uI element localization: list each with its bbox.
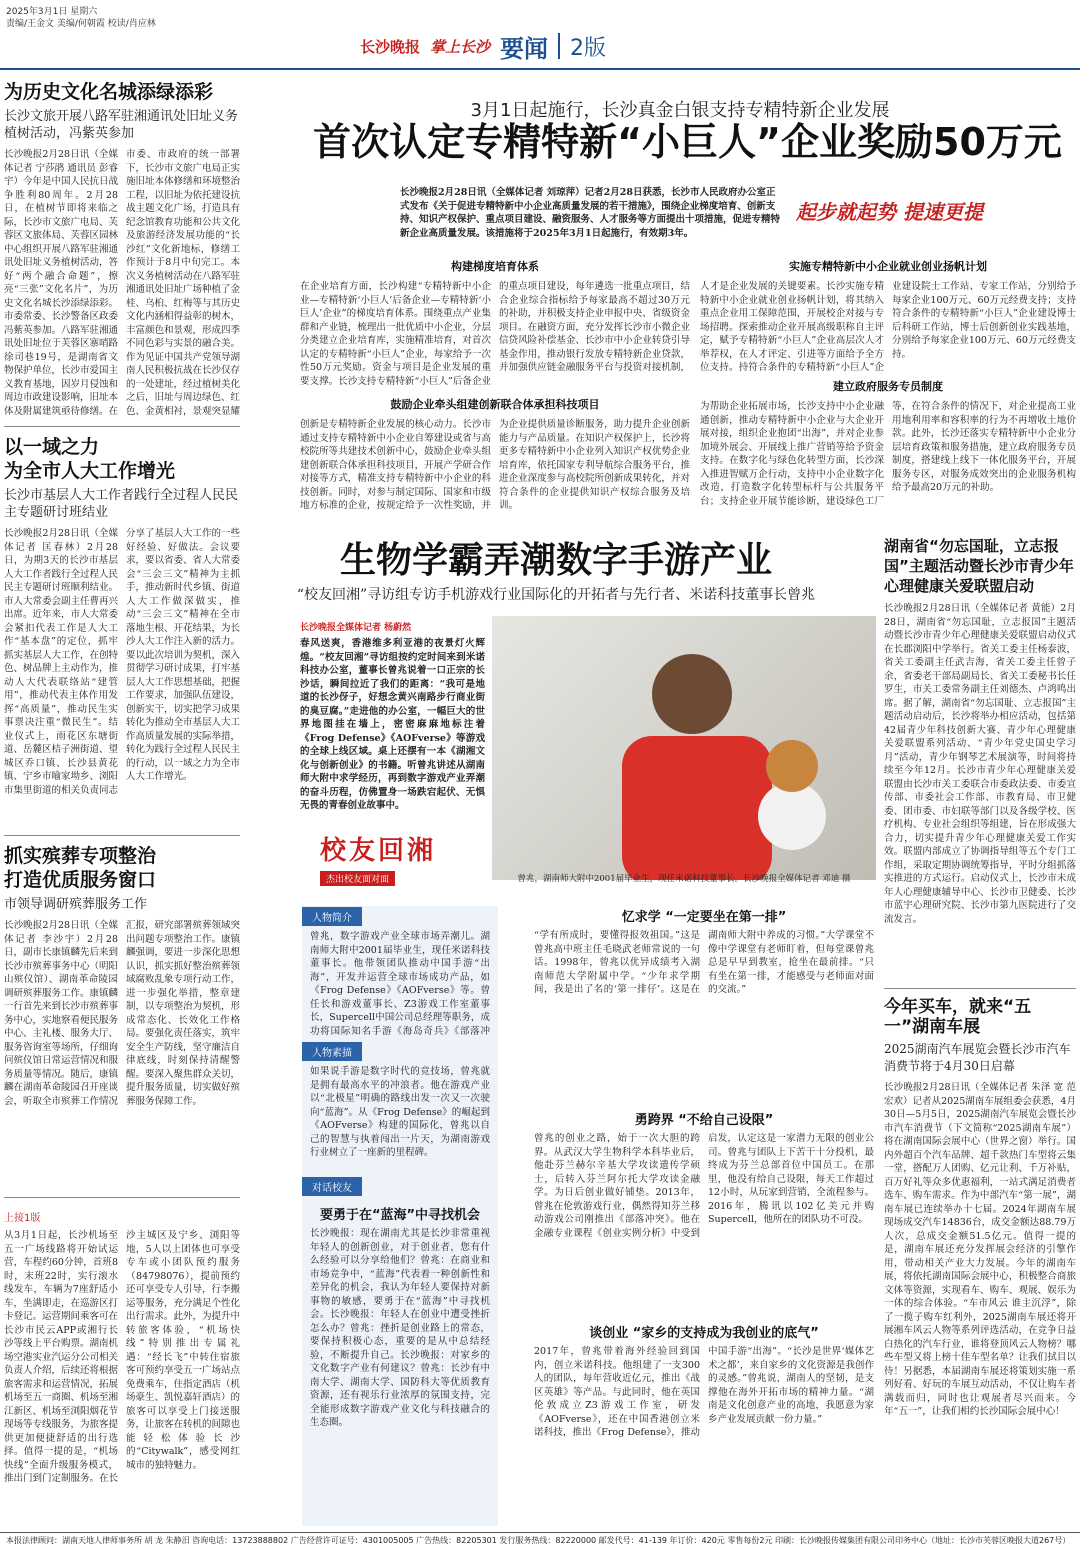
article-title: 今年买车，就来“五一”湖南车展 (884, 997, 1032, 1037)
story-heading-study: 忆求学 “一定要坐在第一排” (621, 910, 787, 925)
story-body-study: “学有所成时，要懂得报效祖国。”这是曾兆高中班主任毛晓武老师常说的一句话。1998年，曾兆以优异成绩考入湖南师范大学附属中学。“少年求学期间，我是出了名的‘第一排仔’。这是在湖南师大附中养成的习惯。”大学课堂不像中学课堂有老师盯着，但每堂课曾兆总是早早到教室，抢坐在最前排。“只有坐在第一排，才能感受与老师面对面的交流。” (534, 930, 874, 995)
header-rule (0, 68, 1080, 70)
feature-intro: 春风送爽，香港维多利亚港的夜景灯火辉煌。“校友回湘”寻访组按约定时间来到米诺科技办公室，董事长曾兆说着一口正宗的长沙话，瞬间拉近了我们的距离：“我可是地道的长沙伢子，好想念黄兴南路步行商业街的臭豆腐。”走进他的办公室，一幅巨大的世界地图挂在墙上，密密麻麻地标注着《Frog Defense》《AOFverse》等游戏的全球上线区域。桌上还摆有一本《湖湘文化与创新创业》的书籍。听曾兆讲述从湖南师大附中求学经历，再到数字游戏产业弄潮的奋斗历程，仿佛置身一场跌宕起伏、无惧无畏的青春创业故事中。 (300, 638, 485, 811)
masthead (360, 30, 700, 62)
story-heading-crossover: 勇跨界 “不给自己设限” (634, 1113, 774, 1128)
divider (4, 426, 240, 427)
shirt-shape (622, 736, 772, 880)
article-airport-shuttle (4, 1206, 240, 1497)
article-title: 湖南省“勿忘国耻，立志报国”主题活动暨长沙市青少年心理健康关爱联盟启动 (884, 537, 1074, 595)
top-kicker: 3月1日起施行，长沙真金白银支持专精特新企业发展 (470, 100, 890, 121)
section-name: 要闻 (500, 34, 549, 62)
photo-caption: 曾兆，湖南师大附中2001届毕业生，现任米诺科技董事长。长沙晚报全媒体记者 邓迪 摄 (517, 874, 851, 884)
divider (884, 988, 1076, 989)
dialogue-tag: 对话校友 (302, 1177, 362, 1196)
head-shape (652, 654, 732, 734)
sketch-tag: 人物素描 (302, 1042, 362, 1061)
article-subtitle: 2025湖南汽车展览会暨长沙市汽车消费节将于4月30日启幕 (884, 1042, 1071, 1073)
page-footer: 本报法律顾问：湖南天地人律师事务所 胡 龙 朱静汨 咨询电话：13723888802 广告经营许可证号：4301005005 广告热线：82205301 发行服务热线：82220000 邮发代号：41-139 年订价：420元 零售每份2元 印刷：长沙晚报传媒集团有限公司印务中心（地址：长沙市芙蓉区晚报大道267号） (0, 1532, 1080, 1548)
article-title: 以一域之力 为全市人大工作增光 (4, 436, 176, 482)
issue-date: 2025年3月1日 星期六 (6, 7, 98, 17)
feature-intro-block (300, 620, 485, 820)
article-body: 从3月1日起，长沙机场至五一广场线路将开始试运营，车程约60分钟，首班8时，末班22时，实行滚水线发车，车辆为7座舒适小车，坐满即走，在巡游区打卡登记。运营期间乘客可在长沙市民云APP或湘行长沙等线上平台购票。湖南机场空港实业汽运分公司相关负责人介绍，后续还将根据旅客需求和运营情况，拓展机场至五一商圈、机场至湘江新区、机场至浏阳烟花节现场等专线服务，为旅客提供更加便捷舒适的出行选择。值得一提的是，“机场快线”全面升级服务模式，推出门到门定制服务。在长沙主城区及宁乡、浏阳等地，5人以上团体也可享受专车或小团队预约服务（84798076），提前预约还可享受专人引导，行李搬运等服务，充分满足个性化出行需求。此外，为提升中转旅客体验，“机场快线”特别推出专属礼遇：“经长飞”中转住宿旅客可预约享受五一广场站点免费乘车，住指定酒店（机场豪生、凯悦嘉轩酒店）的旅客可以享受上门接送服务，让旅客在转机的间隙也能轻松体验长沙的“Citywalk”，感受网红城市的独特魅力。 (4, 1230, 240, 1484)
article-tree-planting (4, 80, 240, 418)
newspaper-logo: 长沙晚报 (360, 37, 421, 56)
campaign-slogan: 起步就起势 提速更提 (796, 200, 983, 224)
feature-subtitle: “校友回湘”寻访组专访手机游戏行业国际化的开拓者与先行者、米诺科技董事长曾兆 (296, 587, 816, 603)
column-badge-title: 校友回湘 (320, 836, 437, 866)
column-badge (320, 830, 470, 888)
story-body-crossover: 曾兆的创业之路，始于一次大胆的跨界。从武汉大学生物科学本科毕业后，他赴芬兰赫尔辛基大学攻读遗传学硕士，后转入芬兰阿尔托大学攻读金融学。为日后创业做好铺垫。2013年，曾兆在伦敦游戏行业，偶然得知芬兰移动游戏公司刚推出《部落冲突》。他在金融专业课程《创业实例分析》中受到启发，认定这是一家潜力无限的创业公司。曾兆与团队上下苦干十分投机，最终成为芬兰总部首位中国员工。在那里，他没有给自己设限，每天工作超过12小时，从玩家到营销，全流程参与。2016年，腾讯以102亿美元并购Supercell，他所在的团队功不可没。 (534, 1133, 874, 1239)
mascot-shape (758, 782, 826, 850)
profile-body: 曾兆，数字游戏产业全球市场弄潮儿。湖南师大附中2001届毕业生，现任米诺科技董事长。他带领团队推动中国手游“出海”，开发并运营全球市场成功产品，如《Frog Defense》《AOFverse》等。曾任长和游戏董事长、Z3游戏工作室董事长，Supercell中国公司总经理等职务，成功将国际知名手游《海岛奇兵》《部落冲 (310, 931, 490, 1036)
person-illustration (492, 616, 876, 880)
divider (4, 835, 240, 836)
feature-headline: 生物学霸弄潮数字手游产业 (339, 540, 772, 581)
article-auto-show (884, 997, 1076, 1541)
divider (4, 1197, 240, 1198)
section-heading: 鼓励企业牵头组建创新联合体承担科技项目 (390, 398, 600, 411)
section-heading: 建立政府服务专员制度 (833, 380, 943, 393)
article-body: 长沙晚报2月28日讯（全媒体记者 朱泽 宽 范宏欢）记者从2025湖南车展组委会获悉，4月30日—5月5日，2025湖南汽车展览会暨长沙市汽车消费节（下文简称“2025湖南车展”）将在湖南国际会展中心（世界之窗）举行。国内外超百个汽车品牌、超千款热门车型将云集一堂，搭配万人团购、亿元让利、千万补贴，百万好礼等众多优惠福利，一站式满足消费者选车、购车需求。作为中部汽车“第一展”，湖南车展已连续举办十七届。2024年湖南车展现场成交汽车14836台，成交金额达88.79万人次，总成交金额51.5亿元。值得一提的是，湖南车展还充分发挥展会经济的引擎作用，带动相关产业大力发展。今年的湖南车展，将依托湖南国际会展中心，积极整合商旅文体等资源，实现看车、购车、观展、娱乐为一体的综合体验。“车市风云 谁主沉浮”，除了一揽子购车红利外，2025湖南车展还将开展湘车风云人物等系列评选活动，在竞争日益白热化的汽车行业，谁将登顶风云人物榜？哪些车型又将上榜十佳车型名单？让我们拭目以待！另据悉，本届湖南车展还将策划实施一系列好看、好玩的车展互动活动，不仅让购车者满载而归，同时也让观展者尽兴而来。今年“五一”，让我们相约长沙国际会展中心！ (884, 1082, 1076, 1417)
top-lead: 长沙晚报2月28日讯（全媒体记者 刘琼萍）记者2月28日获悉，长沙市人民政府办公室正式发布《关于促进专精特新中小企业高质量发展的若干措施》，围绕企业梯度培育、创新支持、知识产权保护、重点项目建设、融资服务、人才服务等方面提出十项措施，促进专精特新企业高质量发展。该措施将于2025年3月1日起施行，有效期3年。 (400, 187, 780, 239)
feature-byline: 长沙晚报全媒体记者 杨蔚然 (300, 623, 412, 633)
story-body-startup: 2017年，曾兆带着海外经验回到国内，创立米诺科技。他组建了一支300人的团队，每年营收近亿元，推出《战区英雄》等产品。与此同时，他在英国伦敦成立Z3游戏工作室，研发《AOFverse》，还在中国香港创立米诺科技，推出《Frog Defense》，推动中国手游“出海”。“长沙是世界‘媒体艺术之都’，来自家乡的文化资源是我创作的灵感。”曾兆说，湖南人的坚韧，是支撑他在海外开拓市场的精神力量。“湖南是文化创意产业的高地，我愿意为家乡产业发展贡献一份力量。” (534, 1346, 874, 1438)
section-body: 在企业培育方面，长沙构建“专精特新中小企业—专精特新‘小巨人’后备企业—专精特新‘小巨人’企业”的梯度培育体系。围绕重点产业集群和产业链，梳理出一批优质中小企业，分层分类建立企业培育库，实施精准培育，对首次认定的专精特新“小巨人”企业，每家给予一次性50万元奖励。资金与项目是企业发展的重要支撑。长沙支持专精特新“小巨人”后备企业的重点项目建设，每年遴选一批重点项目，结合企业综合指标给予每家最高不超过30万元的补助，并积极支持企业申报中央、省级资金项目。在融资方面，充分发挥长沙市小微企业信贷风险补偿基金、长沙市中小企业转贷引导基金作用，推动银行发放专精特新企业贷款，并加强供应链金融服务平台与投资对接机制， (300, 281, 690, 387)
section-body: 创新是专精特新企业发展的核心动力。长沙市通过支持专精特新中小企业自筹建设或省与高校院所等共建技术创新中心，鼓励企业牵头组建创新联合体承担科技项目，开展产学研合作对接等方式，精准支持专精特新中小企业的科技创新。同时，对参与制定国际、国家和市级地方标准的企业，按规定给予一次性奖励，并为企业提供质量诊断服务，助力提升企业创新能力与产品质量。在知识产权保护上，长沙将更多专精特新中小企业列入知识产权优势企业培育库，依托国家专利导航综合服务平台，推进企业深度参与高校院所创新成果转化，并对符合条件的企业提供知识产权综合服务及培训。 (300, 419, 690, 511)
article-body: 长沙晚报2月28日讯（全媒体记者 李沙宇）2月28日，副市长康镇麟先后来到长沙市殡葬事务中心（明阳山殡仪馆）、湖南革命陵园调研殡葬服务工作。康镇麟一行首先来到长沙市殡葬事务中心，实地察看便民服务中心、主礼楼、服务大厅、服务咨询室等场所，仔细询问殡仪馆日常运营情况和服务质量等情况。随后，康镇麟在湖南革命陵园召开座谈会，听取全市殡葬工作情况汇报，研究部署殡葬领域突出问题专项整治工作。康镇麟强调，要进一步深化思想认识，抓实抓好整治殡葬领域腐败乱象专项行动工作，进一步强化举措，整章建制，以专项整治为契机，形成常态化、长效化工作格局。要强化责任落实，筑牢安全生产防线，坚守廉洁自律底线，时刻保持清醒警醒。要深入聚焦群众关切，提升服务质量，切实做好殡葬服务保障工作。 (4, 920, 240, 1107)
page-number: 2版 (570, 35, 607, 61)
sketch-body: 如果说手游是数字时代的竞技场，曾兆就是拥有最高水平的冲浪者。他在游戏产业以“北极星”明确的路线出发一次又一次驶向“蓝海”。从《Frog Defense》的崛起到《AOFverse》构建的国际化，曾兆以自己的智慧与执着闯出一片天，为湖南游戏行业树立了一座新的里程碑。 (310, 1066, 490, 1158)
section-heading: 构建梯度培育体系 (451, 260, 539, 273)
dialogue-body: 长沙晚报：现在湖南尤其是长沙非常重视年轻人的创新创业，对于创业者，您有什么经验可以分享给他们？曾兆：在商业和市场竞争中，“蓝海”代表着一种创新性和差异化的机会，我认为年轻人要保持对新事物的敏感，要勇于在“蓝海”中寻找机会。长沙晚报：年轻人在创业中遭受挫折怎么办？曾兆：挫折是创业路上的常态，要保持积极心态，重要的是从中总结经验，不断提升自己。长沙晚报：对家乡的文化数字产业有何建议？曾兆：长沙有中南大学、湖南大学、国防科大等优质教育资源，还有视乐行业浓厚的氛围支持，完全能形成数字游戏产业文化与科技融合的生态圈。 (310, 1228, 490, 1428)
editor-credits: 责编/王金文 美编/何朝霞 校读/肖应林 (6, 19, 156, 29)
section-talent (700, 258, 1076, 374)
profile-tag: 人物简介 (302, 907, 362, 926)
app-logo: 掌上长沙 (430, 37, 491, 56)
section-innovation (300, 396, 690, 526)
story-heading-startup: 谈创业 “家乡的支持成为我创业的底气” (589, 1326, 819, 1341)
sidebar-box (302, 906, 498, 1526)
article-subtitle: 长沙文旅开展八路军驻湘通讯处旧址义务植树活动，冯紫英参加 (4, 109, 239, 141)
section-gradient-cultivation (300, 258, 690, 393)
section-body: 为帮助企业拓展市场，长沙支持中小企业融通创新，推动专精特新中小企业与大企业开展对接，组织企业抱团“出海”，并对企业参加境外展会、开展线上推广营销等给予资金支持。在数字化与绿色化转型方面，长沙深入推进智赋万企行动，支持中小企业数字化改造，打造数字化转型标杆与公共服务平台；支持企业开展节能诊断，建设绿色工厂等，在符合条件的情况下，对企业提高工业用地利用率和容积率的行为不再增收土地价款。此外，长沙还落实专精特新中小企业分层培育政策和服务措施，建立政府服务专员制度，搭建线上线下一体化服务平台，开展服务专区，对服务成效突出的企业服务机构给予最高20万元的补助。 (700, 401, 1076, 507)
article-npc-training (4, 435, 240, 827)
section-service (700, 378, 1076, 526)
page-meta (6, 6, 206, 30)
left-column (4, 80, 240, 1525)
article-title: 为历史文化名城添绿添彩 (4, 81, 214, 103)
article-body: 长沙晚报2月28日讯（全媒体记者 黄能）2月28日，湖南省“勿忘国耻，立志报国”主题活动暨长沙市青少年心理健康关爱联盟启动仪式在长郡浏阳中学举行。省关工委主任杨泰波，省关工委副主任武吉海，省关工委主任曾子余，省委老干部局副局长、省关工委秘书长任罗生，市关工委常务副主任刘德杰、卢鸿鸣出席。据了解，湖南省“勿忘国耻、立志报国”主题活动启动后，长沙将举办相应活动，包括第42届青少年科技创新大赛、青少年心理健康关爱联盟系列活动、“青少年党史国史学习月”活动，青少年钢琴艺术展演等，时间将持续至今年12月。长沙市青少年心理健康关爱联盟由长沙市关工委联合市委政法委、市委宣传部、市委社会工作部、市教育局、市卫健委、团市委、市妇联等部门以及各级学校、医疗机构、专业社会组织等组建，旨在形成强大合力，切实提升青少年心理健康关爱工作实效。联盟内部成立了协调指导组等五个专门工作组，采取定期协调统筹指导，平时分组抓落实推进的方式运行。启动仪式上，长沙市未成年人心理健康辅导中心、长沙市卫健委、长沙市蓝宇心理研究院、长沙市第九医院进行了交流发言。 (884, 603, 1076, 925)
right-column (884, 536, 1076, 1541)
mascot-head (766, 740, 818, 792)
dialogue-heading: 要勇于在“蓝海”中寻找机会 (319, 1208, 481, 1223)
article-body: 长沙晚报2月28日讯（全媒体记者 匡春林）2月28日，为期3天的长沙市基层人大工作者践行全过程人民民主专题研讨班顺利结业。市人大常委会副主任曹再兴出席。近年来，市人大常委会紧扣代表工作是人大工作“基本盘”的定位，抓牢抓实基层人大工作，在创特色、树品牌上主动作为，推动人大代表联络站“建管用”，推动代表主体作用发挥“高质量”，推动民生实事票决注重“微民生”。结业仪式上，雨花区东塘街道、岳麓区桔子洲街道、望城区乔口镇、长沙县黄花镇、宁乡市喻家坳乡、浏阳市集里街道的相关负责同志分享了基层人大工作的一些好经验、好做法。会议要求，要以省委、省人大常委会“三会三文”精神为主抓手，推动新时代乡镇、街道人大工作做深做实，推动“三会三文”精神在全市落地生根、开花结果，为长沙人大工作注入新的活力。要以此次培训为契机，深入贯彻学习研讨成果，打牢基层人大工作思想基础，把握工作要求，加强队伍建设，创新实干，切实把学习成果转化为推动全市基层人大工作高质量发展的实际举措，转化为践行全过程人民民主的行动，以一域之力为全市人大工作增光。 (4, 528, 240, 796)
article-title: 抓实殡葬专项整治 打造优质服务窗口 (4, 845, 157, 891)
masthead-divider (558, 33, 560, 59)
section-heading: 实施专精特新中小企业就业创业扬帆计划 (789, 260, 987, 273)
column-badge-sub: 杰出校友面对面 (320, 871, 395, 886)
top-headline: 首次认定专精特新“小巨人”企业奖励50万元 (313, 120, 1062, 164)
story-column (534, 906, 874, 1526)
article-funeral-services (4, 844, 240, 1189)
article-subtitle: 长沙市基层人大工作者践行全过程人民民主专题研讨班结业 (4, 488, 239, 520)
article-subtitle: 市领导调研殡葬服务工作 (4, 897, 148, 912)
portrait-photo (492, 616, 876, 880)
article-body: 长沙晚报2月28日讯（全媒体记者 宁莎鹃 通讯员 彭睿宇）今年是中国人民抗日战争胜利80周年。2月28日，在植树节即将来临之际，长沙市文旅广电局、芙蓉区文旅体局、芙蓉区园林中心组织开展八路军驻湘通讯处旧址义务植树活动，答好“两个融合命题”，擦亮“三张”文化名片”，为历史文化名城长沙添绿添彩。市委常委、长沙警备区政委冯紫英参加。八路军驻湘通讯处旧址位于芙蓉区寨哨路徐司巷19号，是湖南省文物保护单位，长沙市爱国主义教育基地，因岁月侵蚀和周边市政建设影响，旧址本体及附属建筑亟待修缮。在市委、市政府的统一部署下，长沙市文旅广电局正实施旧址本体修缮和环境整治工程，以旧址为依托建设抗战主题文化广场，打造具有纪念馆教育功能和公共文化及旅游经济发展功能的“长沙红”文化新地标，修缮工作预计于8月中旬完工。本次义务植树活动在八路军驻湘通讯处旧址广场种植了金桂、乌桕、红梅等与其历史文化内涵相得益彰的树木，丰富颜色和景观，形成四季不同色彩与实景的融合美。作为见证中国共产党领导湖南人民积极抗战在长沙仅存的一处建址，经过植树美化之后，旧址与周边绿色、红色、金黄相衬，景观突显耀 (4, 149, 240, 417)
continued-tag: 上接1版 (4, 1209, 40, 1224)
section-body: 人才是企业发展的关键要素。长沙实施专精特新中小企业就业创业扬帆计划，将其纳入重点企业用工保障范围，开展校企对接与专场招聘。探索推动企业开展高级职称自主评定，赋予专精特新“小巨人”企业高层次人才举荐权，在人才评定、引进等方面给予全方位支持。持符合条件的专精特新“小巨人”企业建设院士工作站、专家工作站，分别给予每家企业100万元、60万元经费支持；支持符合条件的专精特新“小巨人”企业建设博士后科研工作站，博士后创新创业实践基地，分别给予每家企业100万元、60万元经费支持。 (700, 281, 1076, 373)
article-youth-activity (884, 536, 1076, 980)
